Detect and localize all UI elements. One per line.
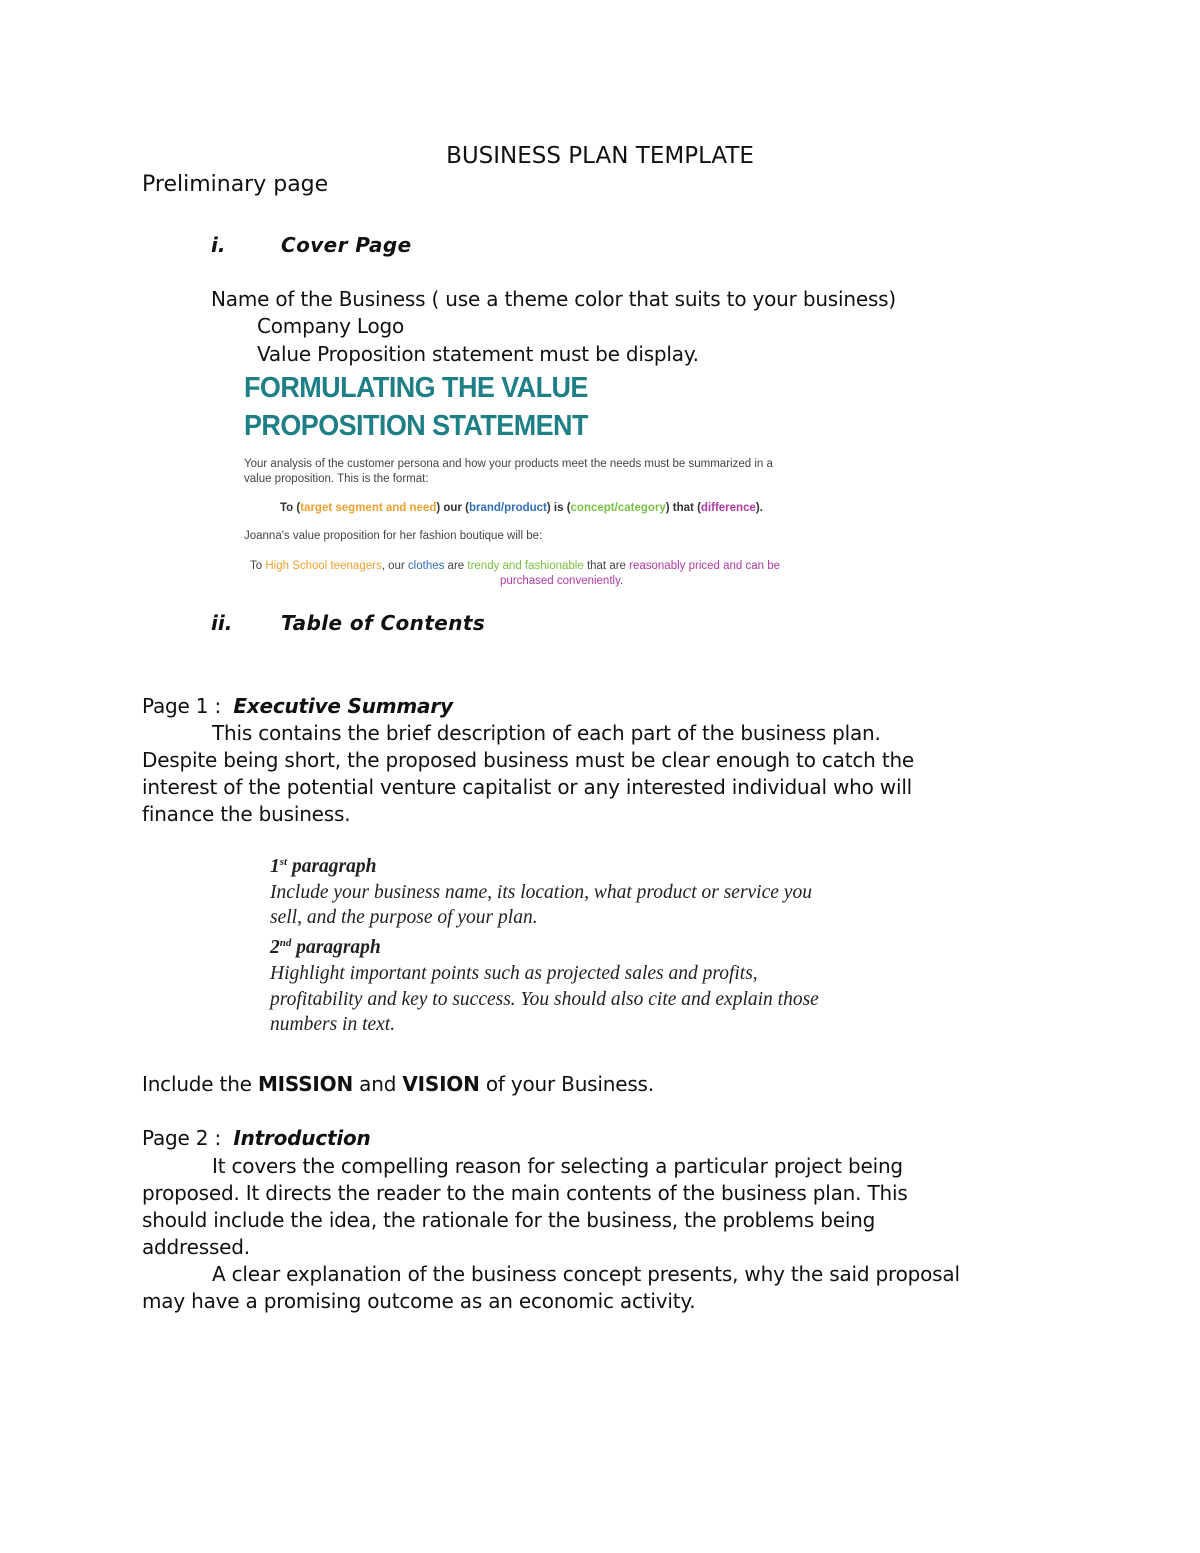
page2-line: A clear explanation of the business concept presents, why the said proposal [212, 1262, 960, 1286]
page1-line: This contains the brief description of each part of the business plan. [212, 721, 881, 745]
page1-line: finance the business. [142, 802, 351, 826]
page2-label: Page 2 : [142, 1126, 221, 1150]
page2-line: may have a promising outcome as an economic activity. [142, 1289, 696, 1313]
cover-line-business-name: Name of the Business ( use a theme color that suits to your business) [211, 287, 897, 311]
section-i-title: Cover Page [281, 233, 412, 257]
page2-title: Introduction [233, 1126, 371, 1150]
paragraph-guide-image [270, 850, 910, 1038]
value-proposition-image [244, 372, 844, 594]
vp-example-line2: purchased conveniently. [500, 575, 624, 587]
vp-joanna-line: Joanna's value proposition for her fashion boutique will be: [244, 530, 543, 542]
paragraph-2-line: numbers in text. [270, 1014, 396, 1036]
paragraph-1-line: sell, and the purpose of your plan. [270, 907, 538, 929]
section-ii-number: ii. [211, 611, 233, 635]
paragraph-2-line: Highlight important points such as projected sales and profits, [270, 962, 758, 984]
page2-line: It covers the compelling reason for selecting a particular project being [212, 1154, 903, 1178]
vp-example-line1: To High School teenagers, our clothes are trendy and fashionable that are reasonably priced and can be [250, 560, 781, 572]
vp-heading-line2: PROPOSITION STATEMENT [244, 410, 588, 442]
page2-line: proposed. It directs the reader to the main contents of the business plan. This [142, 1181, 908, 1205]
paragraph-2-heading: 2nd paragraph [270, 937, 381, 959]
page1-title: Executive Summary [233, 694, 453, 718]
cover-line-logo: Company Logo [257, 314, 405, 338]
vp-format-line: To (target segment and need) our (brand/product) is (concept/category) that (difference). [280, 502, 763, 514]
page2-heading [142, 1125, 371, 1152]
preliminary-heading: Preliminary page [142, 172, 329, 197]
mission-word: MISSION [257, 1072, 353, 1096]
page1-line: interest of the potential venture capitalist or any interested individual who will [142, 775, 913, 799]
page2-line: addressed. [142, 1235, 250, 1259]
document-title: BUSINESS PLAN TEMPLATE [446, 143, 754, 169]
page1-heading [142, 693, 453, 720]
cover-line-value-prop: Value Proposition statement must be display. [257, 342, 699, 366]
paragraph-1-line: Include your business name, its location, what product or service you [270, 881, 812, 903]
page1-line: Despite being short, the proposed business must be clear enough to catch the [142, 748, 915, 772]
vision-word: VISION [402, 1072, 480, 1096]
vp-intro-line2: value proposition. This is the format: [244, 473, 429, 485]
mission-vision-line: Include the MISSION and VISION of your Business. [142, 1072, 654, 1096]
paragraph-2-line: profitability and key to success. You should also cite and explain those [270, 988, 819, 1010]
section-i-number: i. [211, 233, 226, 257]
page2-line: should include the idea, the rationale for the business, the problems being [142, 1208, 876, 1232]
vp-heading-line1: FORMULATING THE VALUE [244, 372, 588, 404]
page1-label: Page 1 : [142, 694, 221, 718]
paragraph-1-heading: 1st paragraph [270, 856, 377, 877]
vp-intro-line1: Your analysis of the customer persona and how your products meet the needs must be summarized in a [244, 458, 773, 470]
section-ii-title: Table of Contents [281, 611, 486, 635]
